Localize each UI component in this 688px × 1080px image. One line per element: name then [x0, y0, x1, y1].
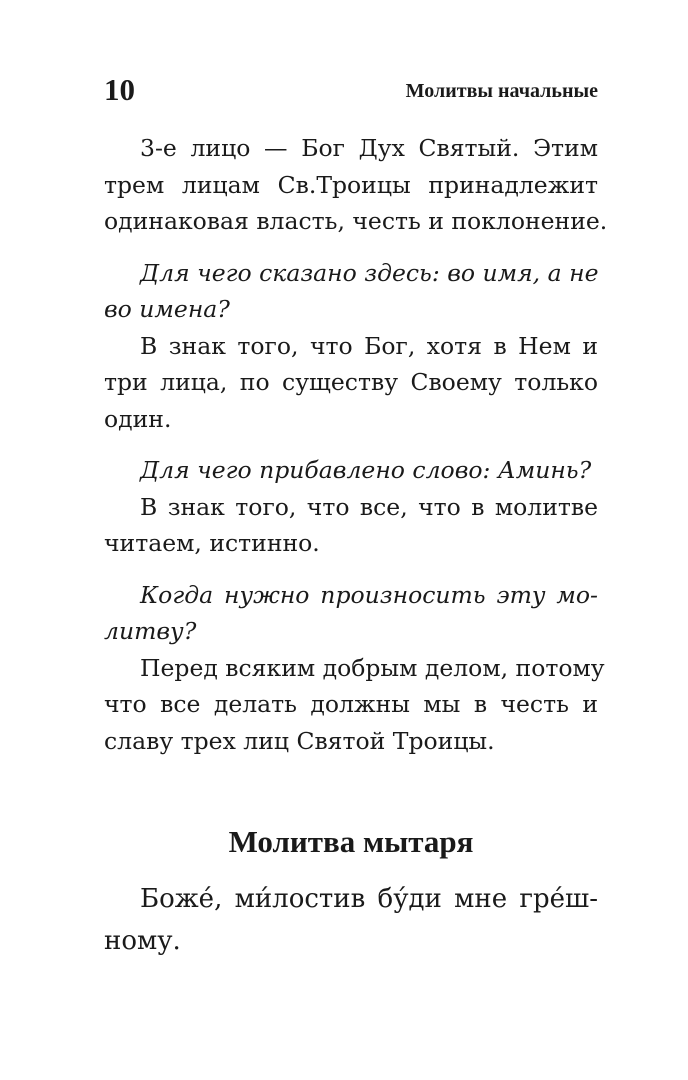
answer-line: один.	[104, 404, 172, 433]
answer-line: В знак того, что Бог, хотя в Нем и	[140, 331, 598, 360]
answer-when	[104, 650, 605, 760]
question-line: Для чего прибавлено слово: Аминь?	[140, 456, 592, 484]
answer-line: что все делать должны мы в честь и	[104, 690, 598, 718]
prayer-text	[104, 878, 598, 962]
page-number: 10	[104, 72, 135, 107]
question-line: Для чего сказано здесь: во имя, а не	[140, 258, 599, 287]
question-name	[104, 255, 598, 328]
question-line: во имена?	[104, 295, 230, 323]
question-when	[104, 577, 598, 650]
question-line: Когда нужно произносить эту мо-	[140, 580, 598, 609]
question-line: литву?	[104, 617, 197, 645]
prayer-line: ному.	[104, 926, 181, 956]
text-line: 3-е лицо — Бог Дух Святый. Этим	[140, 134, 598, 162]
answer-line: Перед всяким добрым делом, потому	[140, 653, 605, 682]
running-title: Молитвы начальные	[405, 80, 598, 102]
text-line: трем лицам Св.Троицы принадлежит	[104, 170, 598, 199]
answer-line: В знак того, что все, что в молитве	[140, 492, 598, 521]
answer-line: славу трех лиц Святой Троицы.	[104, 726, 495, 755]
prayer-line: Боже́, ми́лостив бу́ди мне гре́ш-	[140, 884, 598, 914]
answer-amen	[104, 489, 598, 562]
section-heading: Молитва мытаря	[228, 824, 474, 859]
answer-name	[104, 328, 598, 438]
text-line: одинаковая власть, честь и поклонение.	[104, 207, 608, 235]
answer-line: читаем, истинно.	[104, 529, 320, 557]
paragraph-trinity	[104, 130, 608, 240]
body-text	[104, 130, 608, 759]
answer-line: три лица, по существу Своему только	[104, 368, 598, 396]
question-amen	[104, 452, 598, 489]
page-header	[104, 72, 598, 108]
